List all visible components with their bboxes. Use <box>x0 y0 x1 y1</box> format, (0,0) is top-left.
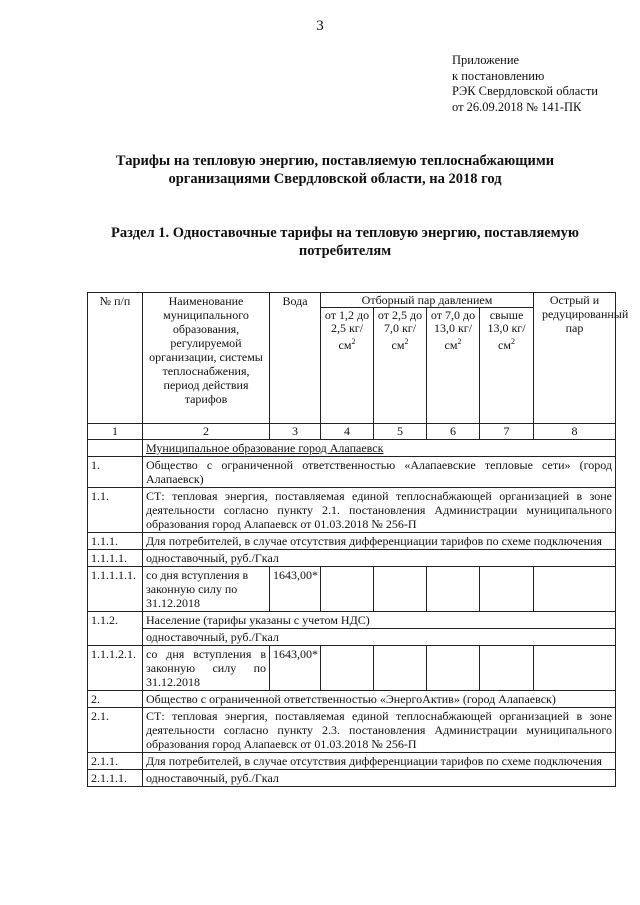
row-text: СТ: тепловая энергия, поставляемая единой теплоснабжающей организацией в зоне деятельности согласно пункту 2.1. постановления Администрации муниципального образования город Алапаевск от 01.03.2018 № 256-П <box>143 488 616 533</box>
empty-cell <box>321 567 374 612</box>
header-steam-3 <box>427 308 480 424</box>
table-row <box>88 612 616 629</box>
row-num: 2.1.1. <box>88 753 143 770</box>
water-tariff-value: 1643,00* <box>270 646 321 691</box>
row-text: Общество с ограниченной ответственностью «ЭнергоАктив» (город Алапаевск) <box>143 691 616 708</box>
sq-superscript: 2 <box>510 337 515 346</box>
document-title <box>95 152 575 188</box>
section-title-line: Раздел 1. Одноставочные тарифы на тепловую энергию, поставляемую <box>111 225 579 241</box>
section-title <box>95 224 595 260</box>
table-row <box>88 550 616 567</box>
table-row <box>88 708 616 753</box>
empty-cell <box>374 646 427 691</box>
table-row <box>88 753 616 770</box>
document-title-line: Тарифы на тепловую энергию, поставляемую теплоснабжающими <box>115 153 555 169</box>
row-num: 1.1. <box>88 488 143 533</box>
header-steam-4-text: свыше 13,0 кг/см <box>487 308 526 352</box>
header-name: Наименование муниципального образования, регулируемой организации, системы теплоснабжения, период действия тарифов <box>143 293 270 424</box>
row-num: 1.1.1. <box>88 533 143 550</box>
header-sharp-steam: Острый и редуцированный пар <box>534 293 616 424</box>
empty-cell <box>480 646 534 691</box>
header-water: Вода <box>270 293 321 424</box>
row-num: 2. <box>88 691 143 708</box>
row-num <box>88 440 143 457</box>
column-number: 5 <box>374 424 427 440</box>
row-text: Для потребителей, в случае отсутствия дифференциации тарифов по схеме подключения <box>143 753 616 770</box>
header-steam-1-text: от 1,2 до 2,5 кг/см <box>324 308 370 352</box>
appendix-line: Приложение <box>452 53 520 67</box>
column-number: 1 <box>88 424 143 440</box>
water-tariff-value: 1643,00* <box>270 567 321 612</box>
table-row <box>88 629 616 646</box>
header-steam-3-text: от 7,0 до 13,0 кг/см <box>430 308 476 352</box>
row-text: одноставочный, руб./Гкал <box>143 550 616 567</box>
table-row <box>88 457 616 488</box>
row-text: одноставочный, руб./Гкал <box>143 629 616 646</box>
header-steam-4 <box>480 308 534 424</box>
table-row <box>88 567 616 612</box>
empty-cell <box>480 567 534 612</box>
row-num: 2.1. <box>88 708 143 753</box>
header-steam-1 <box>321 308 374 424</box>
column-number: 3 <box>270 424 321 440</box>
row-num: 2.1.1.1. <box>88 770 143 787</box>
row-text: Общество с ограниченной ответственностью «Алапаевские тепловые сети» (город Алапаевск) <box>143 457 616 488</box>
row-text: со дня вступления в законную силу по 31.12.2018 <box>143 646 270 691</box>
table-row <box>88 691 616 708</box>
row-text: СТ: тепловая энергия, поставляемая единой теплоснабжающей организацией в зоне деятельности согласно пункту 2.3. постановления Администрации муниципального образования город Алапаевск от 01.03.2018 № 256-П <box>143 708 616 753</box>
empty-cell <box>534 567 616 612</box>
row-text: со дня вступления в законную силу по 31.12.2018 <box>143 567 270 612</box>
appendix-line: к постановлению <box>452 68 545 83</box>
row-text: одноставочный, руб./Гкал <box>143 770 616 787</box>
municipality-name: Муниципальное образование город Алапаевск <box>143 440 616 457</box>
document-title-line: организациями Свердловской области, на 2018 год <box>168 171 502 187</box>
table-row <box>88 440 616 457</box>
column-number: 4 <box>321 424 374 440</box>
empty-cell <box>374 567 427 612</box>
header-num: № п/п <box>88 293 143 424</box>
header-steam-2 <box>374 308 427 424</box>
section-title-line: потребителям <box>298 243 392 259</box>
table-row <box>88 533 616 550</box>
empty-cell <box>427 646 480 691</box>
header-steam-group: Отборный пар давлением <box>321 293 534 308</box>
appendix-line: РЭК Свердловской области <box>452 84 598 98</box>
sq-superscript: 2 <box>404 337 409 346</box>
column-number: 2 <box>143 424 270 440</box>
row-num: 1.1.2. <box>88 612 143 646</box>
column-number: 6 <box>427 424 480 440</box>
row-text: Население (тарифы указаны с учетом НДС) <box>143 612 616 629</box>
row-num: 1. <box>88 457 143 488</box>
column-number: 8 <box>534 424 616 440</box>
empty-cell <box>427 567 480 612</box>
appendix-line: от 26.09.2018 № 141-ПК <box>452 99 582 114</box>
row-text: Для потребителей, в случае отсутствия дифференциации тарифов по схеме подключения <box>143 533 616 550</box>
header-steam-2-text: от 2,5 до 7,0 кг/см <box>377 308 423 352</box>
table-row <box>88 770 616 787</box>
row-num: 1.1.1.1.1. <box>88 567 143 612</box>
row-num: 1.1.1.2.1. <box>88 646 143 691</box>
tariff-table <box>87 292 629 787</box>
header-row <box>88 293 616 308</box>
table-row <box>88 646 616 691</box>
sq-superscript: 2 <box>457 337 462 346</box>
sq-superscript: 2 <box>351 337 356 346</box>
column-number: 7 <box>480 424 534 440</box>
column-number-row <box>88 424 616 440</box>
appendix-block <box>452 53 598 115</box>
page-number: 3 <box>316 18 324 34</box>
row-num: 1.1.1.1. <box>88 550 143 567</box>
table-row <box>88 488 616 533</box>
empty-cell <box>321 646 374 691</box>
empty-cell <box>534 646 616 691</box>
